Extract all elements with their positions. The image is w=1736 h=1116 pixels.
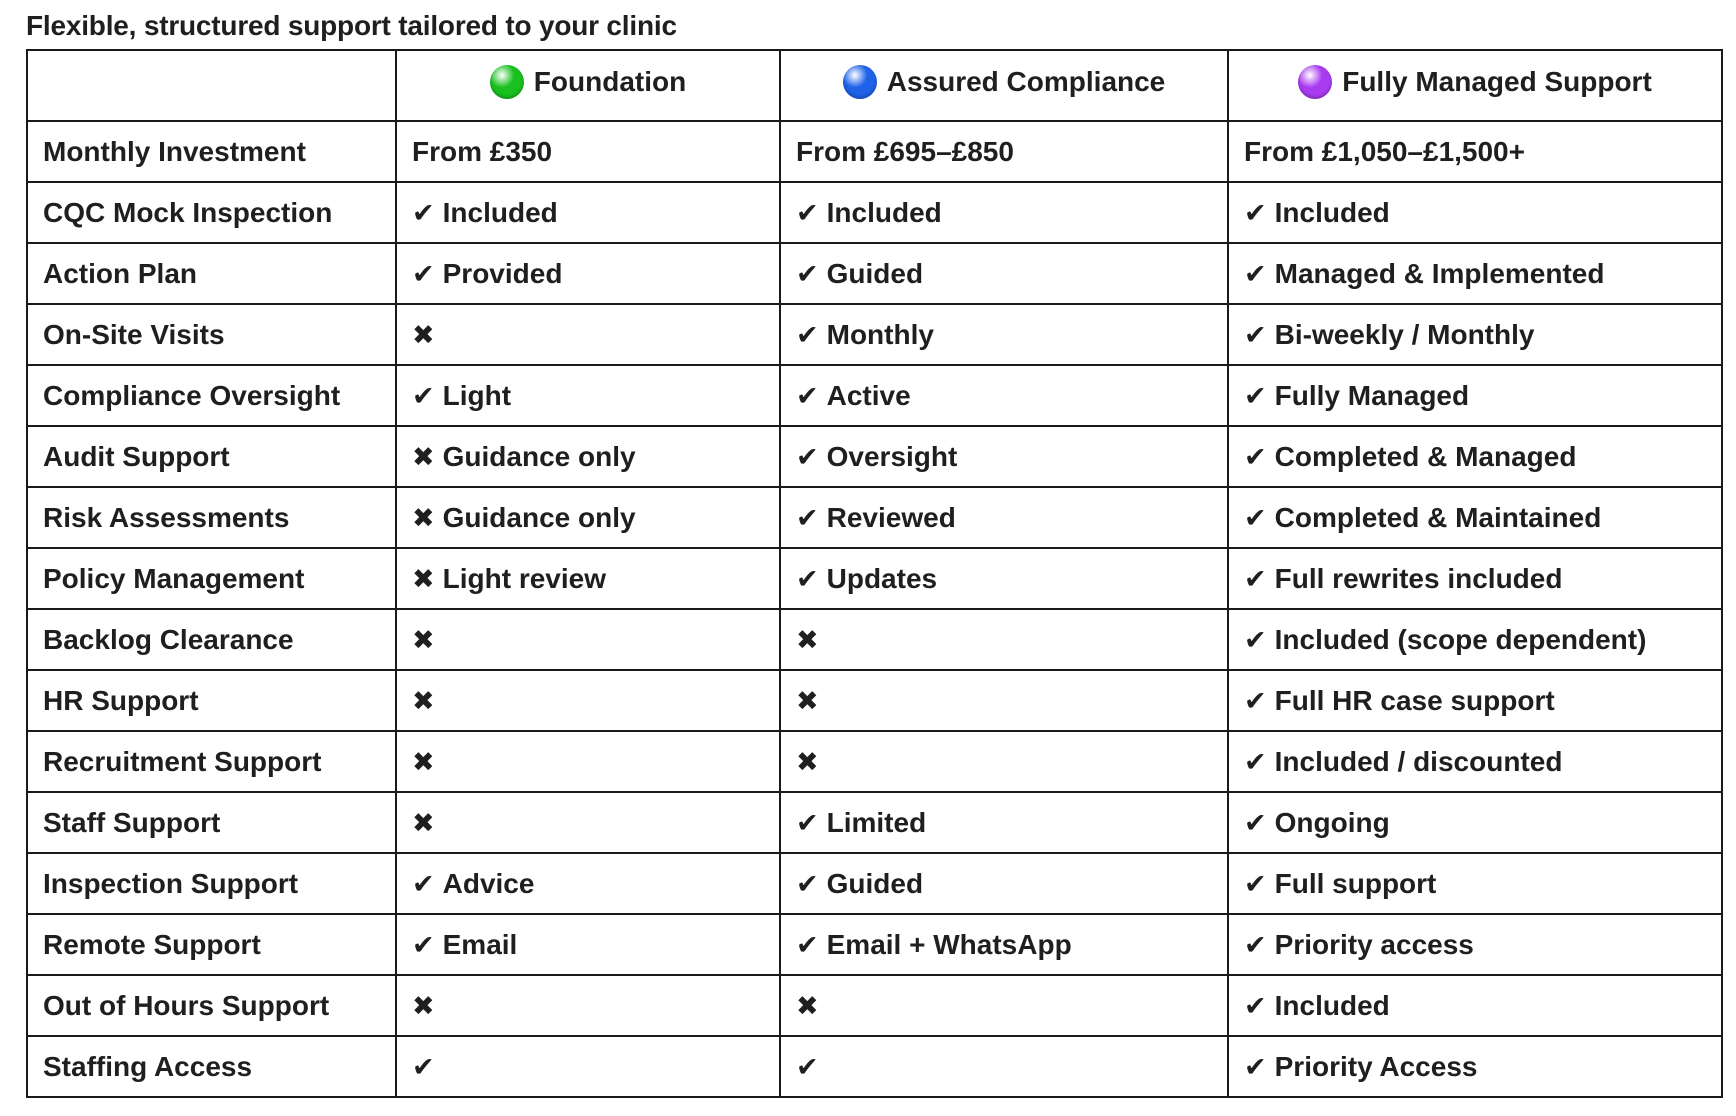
check-icon: ✔ bbox=[796, 868, 819, 900]
cell-text: Updates bbox=[826, 562, 938, 594]
check-icon: ✔ bbox=[412, 929, 435, 961]
plan-cell bbox=[780, 121, 1228, 182]
cell-text: Priority access bbox=[1274, 928, 1474, 960]
plan-cell bbox=[1228, 487, 1722, 548]
feature-label: Compliance Oversight bbox=[27, 365, 396, 426]
plan-cell bbox=[780, 426, 1228, 487]
plan-cell bbox=[1228, 548, 1722, 609]
plan-cell bbox=[396, 548, 780, 609]
cell-text: Managed & Implemented bbox=[1274, 257, 1605, 289]
table-row bbox=[27, 731, 1722, 792]
check-icon: ✔ bbox=[1244, 624, 1267, 656]
cell-text: Oversight bbox=[826, 440, 958, 472]
plan-cell bbox=[1228, 1036, 1722, 1097]
plan-name: Fully Managed Support bbox=[1342, 66, 1652, 97]
table-header bbox=[27, 50, 1722, 121]
cell-text: Included bbox=[1274, 196, 1390, 228]
check-icon: ✔ bbox=[412, 1051, 435, 1083]
table-row bbox=[27, 426, 1722, 487]
plan-cell bbox=[396, 304, 780, 365]
feature-label: Risk Assessments bbox=[27, 487, 396, 548]
plan-cell bbox=[1228, 914, 1722, 975]
green-circle-icon bbox=[490, 65, 524, 99]
plan-cell bbox=[1228, 853, 1722, 914]
plan-cell bbox=[780, 609, 1228, 670]
check-icon: ✔ bbox=[1244, 258, 1267, 290]
cell-text: Priority Access bbox=[1274, 1050, 1478, 1082]
cell-text: Monthly bbox=[826, 318, 934, 350]
plan-cell bbox=[780, 365, 1228, 426]
check-icon: ✔ bbox=[1244, 319, 1267, 351]
header-empty-cell bbox=[27, 50, 396, 121]
plan-cell bbox=[1228, 243, 1722, 304]
check-icon: ✔ bbox=[796, 441, 819, 473]
check-icon: ✔ bbox=[796, 197, 819, 229]
feature-label: CQC Mock Inspection bbox=[27, 182, 396, 243]
table-row bbox=[27, 304, 1722, 365]
cross-icon: ✖ bbox=[796, 746, 819, 778]
cross-icon: ✖ bbox=[412, 990, 435, 1022]
page-title: Flexible, structured support tailored to your clinic bbox=[26, 10, 677, 41]
cell-text: Reviewed bbox=[826, 501, 956, 533]
cross-icon: ✖ bbox=[796, 990, 819, 1022]
plan-cell bbox=[780, 487, 1228, 548]
cell-text: Included bbox=[1274, 989, 1390, 1021]
plan-cell bbox=[780, 243, 1228, 304]
plan-cell bbox=[396, 792, 780, 853]
plan-cell bbox=[396, 914, 780, 975]
check-icon: ✔ bbox=[796, 258, 819, 290]
cell-text: Included bbox=[442, 196, 558, 228]
cross-icon: ✖ bbox=[796, 685, 819, 717]
feature-label: Policy Management bbox=[27, 548, 396, 609]
check-icon: ✔ bbox=[1244, 441, 1267, 473]
check-icon: ✔ bbox=[1244, 868, 1267, 900]
cell-text: Completed & Managed bbox=[1274, 440, 1577, 472]
plan-cell bbox=[1228, 426, 1722, 487]
header-plan-fully-managed-support bbox=[1228, 50, 1722, 121]
plan-cell bbox=[396, 609, 780, 670]
plan-heading bbox=[490, 65, 686, 99]
cell-text: Guidance only bbox=[442, 501, 636, 533]
check-icon: ✔ bbox=[796, 502, 819, 534]
table-row bbox=[27, 1036, 1722, 1097]
plan-cell bbox=[396, 1036, 780, 1097]
plan-cell bbox=[780, 670, 1228, 731]
table-row bbox=[27, 548, 1722, 609]
plan-cell bbox=[780, 1036, 1228, 1097]
cross-icon: ✖ bbox=[412, 441, 435, 473]
plan-cell bbox=[1228, 975, 1722, 1036]
plan-cell bbox=[780, 731, 1228, 792]
plan-cell bbox=[1228, 304, 1722, 365]
plan-cell bbox=[396, 121, 780, 182]
plan-cell bbox=[780, 975, 1228, 1036]
check-icon: ✔ bbox=[796, 807, 819, 839]
cell-text: Light review bbox=[442, 562, 606, 594]
plan-cell bbox=[1228, 365, 1722, 426]
check-icon: ✔ bbox=[412, 868, 435, 900]
table-row bbox=[27, 609, 1722, 670]
cell-text: Guidance only bbox=[442, 440, 636, 472]
comparison-table bbox=[26, 49, 1723, 1098]
check-icon: ✔ bbox=[1244, 990, 1267, 1022]
plan-cell bbox=[396, 975, 780, 1036]
header-plan-foundation bbox=[396, 50, 780, 121]
cross-icon: ✖ bbox=[412, 685, 435, 717]
plan-cell bbox=[1228, 182, 1722, 243]
feature-label: Inspection Support bbox=[27, 853, 396, 914]
cross-icon: ✖ bbox=[412, 746, 435, 778]
cross-icon: ✖ bbox=[412, 319, 435, 351]
plan-cell bbox=[780, 182, 1228, 243]
plan-name: Foundation bbox=[533, 66, 687, 97]
blue-circle-icon bbox=[843, 65, 877, 99]
check-icon: ✔ bbox=[1244, 685, 1267, 717]
feature-label: Recruitment Support bbox=[27, 731, 396, 792]
plan-cell bbox=[396, 365, 780, 426]
table-row bbox=[27, 365, 1722, 426]
plan-cell bbox=[1228, 121, 1722, 182]
cell-text: Active bbox=[826, 379, 911, 411]
cell-text: Completed & Maintained bbox=[1274, 501, 1602, 533]
cell-text: From £695–£850 bbox=[796, 135, 1014, 167]
cell-text: Ongoing bbox=[1274, 806, 1390, 838]
check-icon: ✔ bbox=[412, 258, 435, 290]
table-row bbox=[27, 853, 1722, 914]
feature-label: Staffing Access bbox=[27, 1036, 396, 1097]
feature-label: Action Plan bbox=[27, 243, 396, 304]
check-icon: ✔ bbox=[1244, 502, 1267, 534]
check-icon: ✔ bbox=[412, 197, 435, 229]
cell-text: Email + WhatsApp bbox=[826, 928, 1072, 960]
table-body bbox=[27, 121, 1722, 1097]
feature-label: Out of Hours Support bbox=[27, 975, 396, 1036]
plan-cell bbox=[780, 304, 1228, 365]
cell-text: Light bbox=[442, 379, 512, 411]
table-row bbox=[27, 487, 1722, 548]
plan-cell bbox=[396, 426, 780, 487]
table-row bbox=[27, 243, 1722, 304]
table-row bbox=[27, 792, 1722, 853]
check-icon: ✔ bbox=[1244, 746, 1267, 778]
plan-cell bbox=[780, 914, 1228, 975]
feature-label: Remote Support bbox=[27, 914, 396, 975]
cell-text: Email bbox=[442, 928, 518, 960]
plan-cell bbox=[396, 243, 780, 304]
feature-label: Monthly Investment bbox=[27, 121, 396, 182]
plan-cell bbox=[396, 731, 780, 792]
cell-text: Full rewrites included bbox=[1274, 562, 1563, 594]
check-icon: ✔ bbox=[1244, 197, 1267, 229]
cross-icon: ✖ bbox=[412, 624, 435, 656]
cell-text: Full HR case support bbox=[1274, 684, 1555, 716]
check-icon: ✔ bbox=[796, 929, 819, 961]
feature-label: Audit Support bbox=[27, 426, 396, 487]
cross-icon: ✖ bbox=[412, 807, 435, 839]
plan-cell bbox=[780, 853, 1228, 914]
check-icon: ✔ bbox=[1244, 929, 1267, 961]
cell-text: Included bbox=[826, 196, 942, 228]
check-icon: ✔ bbox=[412, 380, 435, 412]
check-icon: ✔ bbox=[796, 380, 819, 412]
plan-cell bbox=[396, 670, 780, 731]
feature-label: HR Support bbox=[27, 670, 396, 731]
cell-text: Bi-weekly / Monthly bbox=[1274, 318, 1535, 350]
table-row bbox=[27, 914, 1722, 975]
plan-cell bbox=[1228, 670, 1722, 731]
cell-text: Full support bbox=[1274, 867, 1437, 899]
plan-cell bbox=[1228, 609, 1722, 670]
cell-text: Advice bbox=[442, 867, 535, 899]
cell-text: From £350 bbox=[412, 135, 553, 167]
plan-cell bbox=[1228, 731, 1722, 792]
cell-text: Guided bbox=[826, 257, 924, 289]
cell-text: Provided bbox=[442, 257, 563, 289]
check-icon: ✔ bbox=[1244, 807, 1267, 839]
plan-name: Assured Compliance bbox=[886, 66, 1166, 97]
cell-text: From £1,050–£1,500+ bbox=[1244, 135, 1525, 167]
feature-label: Staff Support bbox=[27, 792, 396, 853]
plan-cell bbox=[396, 487, 780, 548]
check-icon: ✔ bbox=[1244, 380, 1267, 412]
check-icon: ✔ bbox=[796, 319, 819, 351]
feature-label: Backlog Clearance bbox=[27, 609, 396, 670]
cross-icon: ✖ bbox=[412, 502, 435, 534]
plan-cell bbox=[396, 182, 780, 243]
cell-text: Included / discounted bbox=[1274, 745, 1563, 777]
plan-heading bbox=[1298, 65, 1652, 99]
check-icon: ✔ bbox=[1244, 1051, 1267, 1083]
header-row bbox=[27, 50, 1722, 121]
check-icon: ✔ bbox=[796, 1051, 819, 1083]
plan-heading bbox=[843, 65, 1166, 99]
plan-cell bbox=[396, 853, 780, 914]
plan-cell bbox=[780, 548, 1228, 609]
cell-text: Included (scope dependent) bbox=[1274, 623, 1647, 655]
cell-text: Fully Managed bbox=[1274, 379, 1470, 411]
header-plan-assured-compliance bbox=[780, 50, 1228, 121]
cell-text: Limited bbox=[826, 806, 927, 838]
plan-cell bbox=[1228, 792, 1722, 853]
purple-circle-icon bbox=[1298, 65, 1332, 99]
feature-label: On-Site Visits bbox=[27, 304, 396, 365]
table-row bbox=[27, 975, 1722, 1036]
table-row bbox=[27, 182, 1722, 243]
cell-text: Guided bbox=[826, 867, 924, 899]
plan-cell bbox=[780, 792, 1228, 853]
check-icon: ✔ bbox=[796, 563, 819, 595]
table-row bbox=[27, 670, 1722, 731]
table-row bbox=[27, 121, 1722, 182]
check-icon: ✔ bbox=[1244, 563, 1267, 595]
cross-icon: ✖ bbox=[412, 563, 435, 595]
cross-icon: ✖ bbox=[796, 624, 819, 656]
